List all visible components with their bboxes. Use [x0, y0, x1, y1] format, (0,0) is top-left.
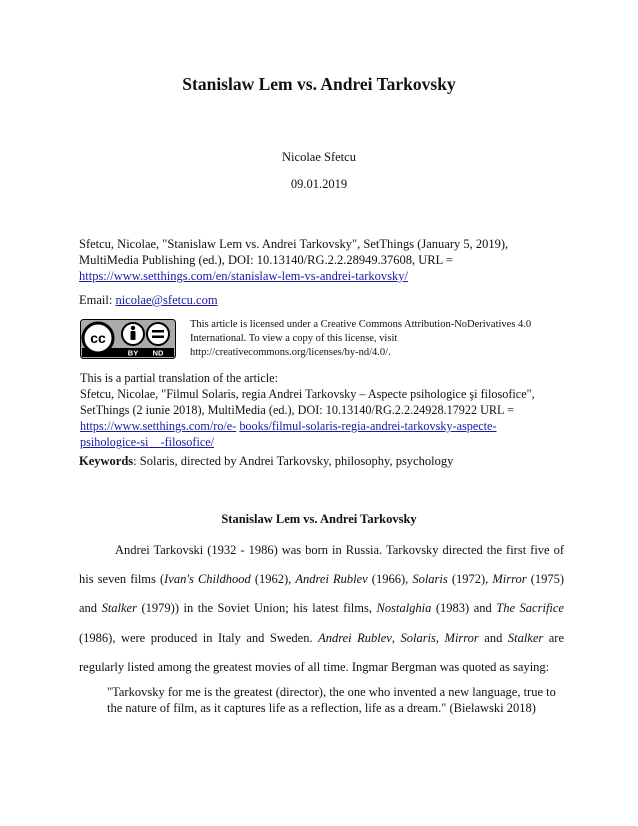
block-quote: "Tarkovsky for me is the greatest (director), the one who invented a new language, true to the nature of film, as it captures life as a reflection, life as a dream." (Bielawski 2018): [107, 685, 556, 715]
license-text: [190, 318, 560, 360]
partial-line: Sfetcu, Nicolae, "Filmul Solaris, regia Andrei Tarkovsky – Aspecte psihologice şi filosofice",: [80, 387, 535, 401]
partial-url-link[interactable]: books/filmul-solaris-regia-andrei-tarkovsky-aspecte-: [239, 419, 497, 433]
partial-url-link[interactable]: psihologice-si -filosofice/: [80, 435, 215, 449]
film-title: Stalker: [101, 601, 137, 616]
body-paragraph-container: [79, 536, 564, 682]
nd-text: ND: [152, 348, 164, 358]
by-text: BY: [127, 348, 139, 358]
equals-icon: [152, 330, 164, 333]
section-heading: Stanislaw Lem vs. Andrei Tarkovsky: [221, 512, 417, 526]
body-paragraph: Andrei Tarkovski (1932 - 1986) was born in Russia. Tarkovsky directed the first five of his seven films (Ivan's Childhood (1962), Andrei Rublev (1966), Solaris (1972), Mirror (1975) and Stalker (1979)) in the Soviet Union; his latest films, Nostalghia (1983) and The Sacrifice (1986), were produced in Italy and Sweden. Andrei Rublev, Solaris, Mirror and Stalker are regularly listed among the greatest movies of all time. Ingmar Bergman was quoted as saying:: [79, 543, 565, 674]
license-line: http://creativecommons.org/licenses/by-nd/4.0/.: [190, 347, 391, 358]
film-title: Solaris: [400, 630, 436, 645]
film-title: Mirror: [492, 572, 527, 587]
citation-line: Sfetcu, Nicolae, "Stanislaw Lem vs. Andrei Tarkovsky", SetThings (January 5, 2019),: [79, 237, 509, 251]
film-title: Andrei Rublev: [318, 630, 392, 645]
license-line: This article is licensed under a Creative Commons Attribution-NoDerivatives 4.0: [190, 319, 532, 330]
film-title: Nostalghia: [376, 601, 432, 616]
keywords-label: Keywords: [79, 454, 134, 468]
partial-line: This is a partial translation of the article:: [80, 371, 278, 385]
film-title: Mirror: [444, 630, 479, 645]
email-link[interactable]: nicolae@sfetcu.com: [115, 293, 218, 307]
citation-url-link[interactable]: https://www.setthings.com/en/stanislaw-lem-vs-andrei-tarkovsky/: [79, 269, 408, 283]
document-title: Stanislaw Lem vs. Andrei Tarkovsky: [182, 74, 456, 94]
email-label: Email:: [79, 293, 113, 307]
publication-date: 09.01.2019: [290, 177, 348, 191]
cc-text: cc: [90, 330, 106, 346]
citation-line: MultiMedia Publishing (ed.), DOI: 10.13140/RG.2.2.28949.37608, URL =: [79, 253, 453, 267]
film-title: Stalker: [507, 630, 544, 645]
cc-license-badge[interactable]: [80, 319, 176, 359]
citation-block: [79, 236, 559, 284]
keywords-text: : Solaris, directed by Andrei Tarkovsky, philosophy, psychology: [133, 454, 454, 468]
cc-by-nd-logo: [80, 319, 176, 359]
partial-translation-note: [80, 370, 570, 450]
keywords-line: [79, 454, 453, 469]
film-title: Solaris: [412, 572, 448, 587]
film-title: Andrei Rublev: [295, 572, 368, 587]
author-name: Nicolae Sfetcu: [282, 150, 356, 164]
email-line: [79, 293, 218, 308]
partial-line: SetThings (2 iunie 2018), MultiMedia (ed.), DOI: 10.13140/RG.2.2.24928.17922 URL =: [80, 403, 514, 417]
person-icon: [131, 326, 135, 330]
license-line: International. To view a copy of this license, visit: [190, 333, 398, 344]
partial-url-link[interactable]: https://www.setthings.com/ro/e-: [80, 419, 237, 433]
film-title: Ivan's Childhood: [164, 572, 251, 587]
film-title: The Sacrifice: [496, 601, 564, 616]
